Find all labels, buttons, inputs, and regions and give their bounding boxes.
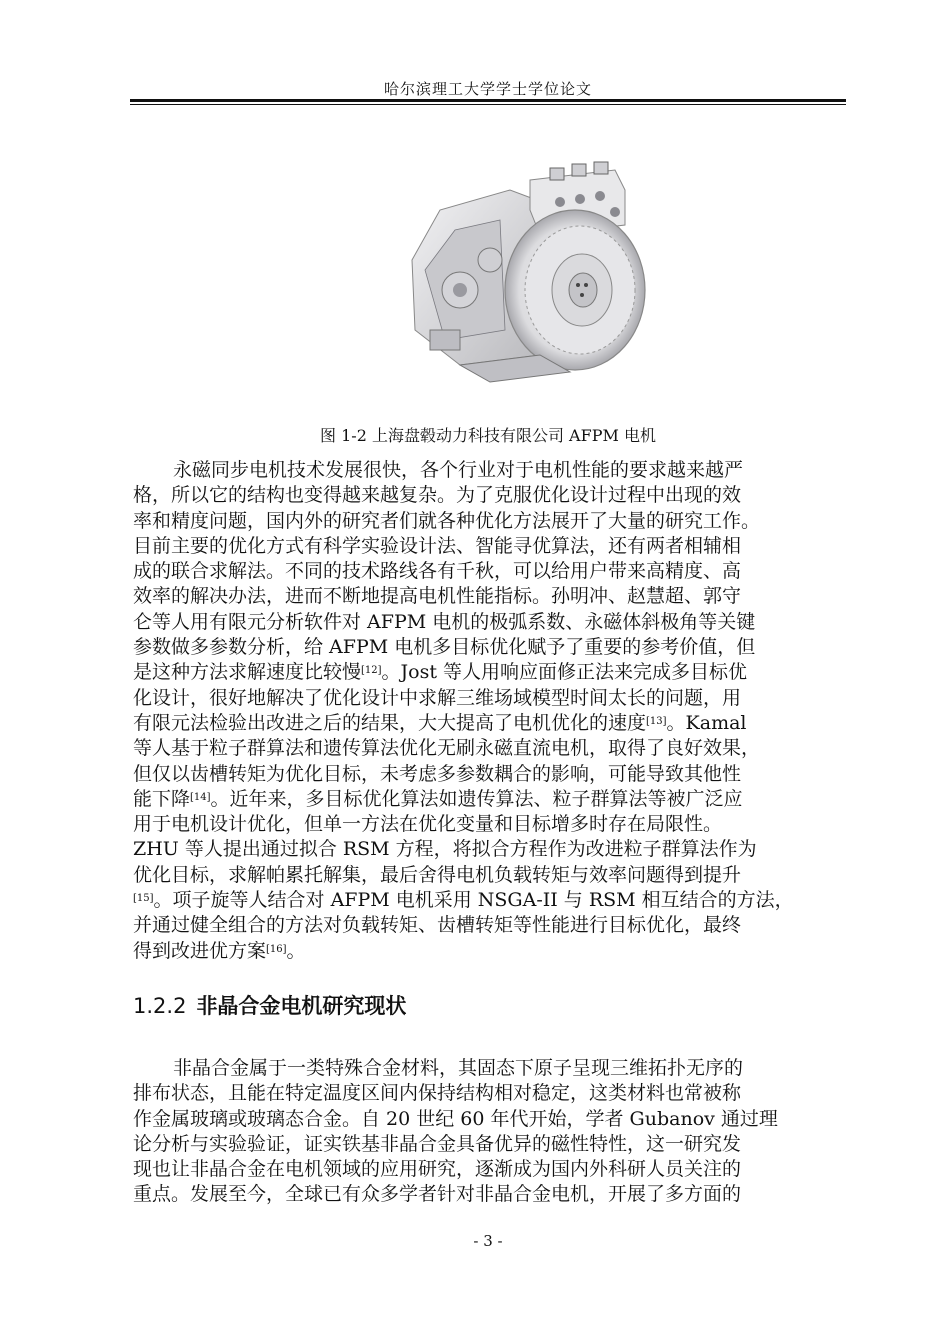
text-line: 率和精度问题，国内外的研究者们就各种优化方法展开了大量的研究工作。: [133, 509, 761, 532]
text-line: 化设计，很好地解决了优化设计中求解三维场域模型时间太长的问题，用: [133, 686, 742, 709]
text-line: 优化目标，求解帕累托解集，最后舍得电机负载转矩与效率问题得到提升: [133, 863, 742, 886]
paragraph-amorphous-alloy: [133, 1056, 849, 1208]
text-line: 参数做多参数分析，给 AFPM 电机多目标优化赋予了重要的参考价值，但: [133, 636, 756, 659]
text-line: 成的联合求解法。不同的技术路线各有千秋，可以给用户带来高精度、高: [133, 560, 742, 583]
text-line: 但仅以齿槽转矩为优化目标，未考虑多参数耦合的影响，可能导致其他性: [133, 762, 742, 785]
text-line: 有限元法检验出改进之后的结果，大大提高了电机优化的速度[13]。Kamal: [133, 711, 747, 734]
text-line: 是这种方法求解速度比较慢[12]。Jost 等人用响应面修正法来完成多目标优: [133, 661, 748, 684]
paragraph-afpm-optimization: [133, 458, 849, 964]
header-rule-thick: [130, 99, 846, 102]
text-line: 目前主要的优化方式有科学实验设计法、智能寻优算法，还有两者相辅相: [133, 534, 742, 557]
section-title: 非晶合金电机研究现状: [196, 994, 407, 1018]
text-line: 永磁同步电机技术发展很快，各个行业对于电机性能的要求越来越严: [173, 459, 744, 481]
text-line: 能下降[14]。近年来，多目标优化算法如遗传算法、粒子群算法等被广泛应: [133, 787, 743, 810]
section-number: 1.2.2: [133, 994, 187, 1018]
text-line: ZHU 等人提出通过拟合 RSM 方程，将拟合方程作为改进粒子群算法作为: [133, 838, 757, 861]
text-line: 重点。发展至今，全球已有众多学者针对非晶合金电机，开展了多方面的: [133, 1183, 742, 1206]
afpm-motor-illustration: [400, 150, 650, 390]
text-line: 并通过健全组合的方法对负载转矩、齿槽转矩等性能进行目标优化，最终: [133, 914, 742, 937]
afpm-motor-figure: [400, 150, 650, 390]
citation-ref[interactable]: [13]: [646, 715, 667, 727]
citation-ref[interactable]: [12]: [361, 665, 382, 677]
header-rule-thin: [130, 104, 846, 105]
running-header: 哈尔滨理工大学学士学位论文: [383, 80, 592, 98]
section-heading: [133, 990, 406, 1020]
citation-ref[interactable]: [15]: [133, 893, 154, 905]
text-line: 排布状态，且能在特定温度区间内保持结构相对稳定，这类材料也常被称: [133, 1082, 742, 1105]
text-line: 现也让非晶合金在电机领域的应用研究，逐渐成为国内外科研人员关注的: [133, 1158, 742, 1181]
text-line: 论分析与实验验证，证实铁基非晶合金具备优异的磁性特性，这一研究发: [133, 1132, 742, 1155]
text-line: 等人基于粒子群算法和遗传算法优化无刷永磁直流电机，取得了良好效果，: [133, 737, 761, 760]
text-line: 作金属玻璃或玻璃态合金。自 20 世纪 60 年代开始，学者 Gubanov 通过理: [133, 1107, 778, 1130]
text-line: 仑等人用有限元分析软件对 AFPM 电机的极弧系数、永磁体斜极角等关键: [133, 610, 756, 633]
text-line: [15]。项子旋等人结合对 AFPM 电机采用 NSGA-II 与 RSM 相互结合的方法，: [133, 889, 794, 912]
figure-caption: 图 1-2 上海盘毂动力科技有限公司 AFPM 电机: [320, 426, 656, 445]
citation-ref[interactable]: [16]: [266, 943, 287, 955]
text-line: 格，所以它的结构也变得越来越复杂。为了克服优化设计过程中出现的效: [133, 484, 742, 507]
text-line: 效率的解决办法，进而不断地提高电机性能指标。孙明冲、赵慧超、郭守: [133, 585, 742, 608]
text-line: 得到改进优方案[16]。: [133, 939, 306, 962]
citation-ref[interactable]: [14]: [190, 791, 211, 803]
page-number: - 3 -: [473, 1232, 503, 1250]
text-line: 非晶合金属于一类特殊合金材料，其固态下原子呈现三维拓扑无序的: [173, 1057, 744, 1079]
text-line: 用于电机设计优化，但单一方法在优化变量和目标增多时存在局限性。: [133, 813, 723, 836]
